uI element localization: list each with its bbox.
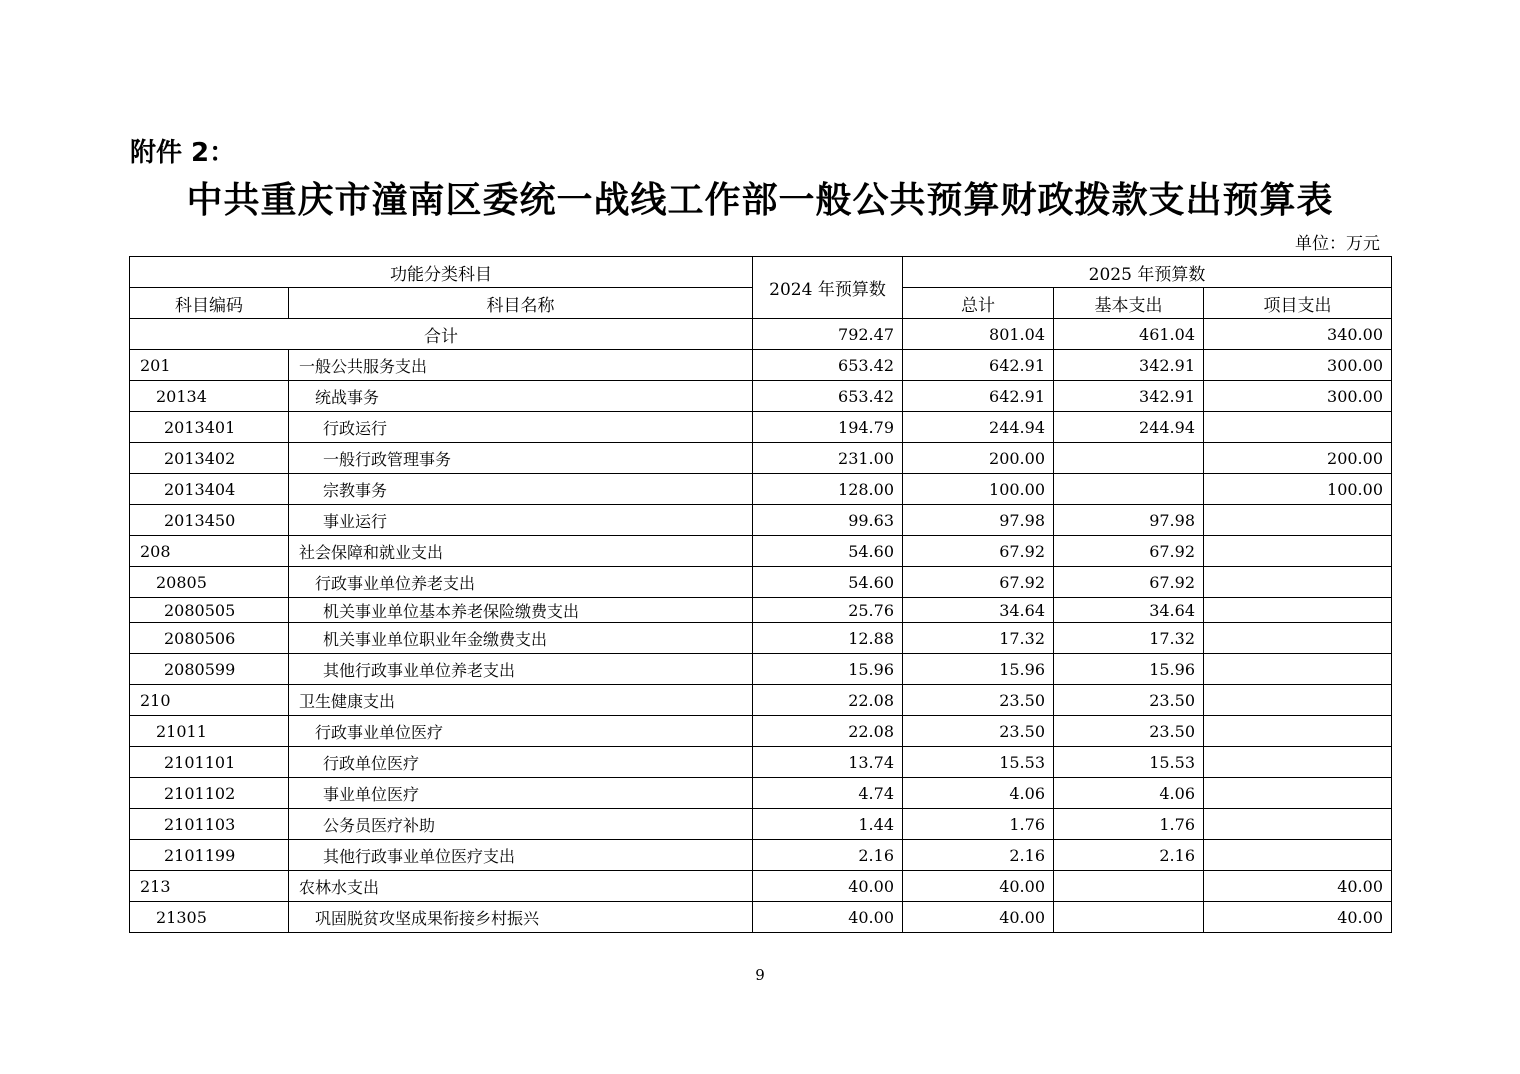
row-budget-2024: 194.79 [753,412,903,443]
row-project [1204,412,1392,443]
row-project: 200.00 [1204,443,1392,474]
row-code: 2080599 [130,654,289,685]
table-row [130,443,1392,474]
row-code: 2013401 [130,412,289,443]
page-number: 9 [755,966,765,984]
header-budget-2025: 2025 年预算数 [903,257,1392,288]
row-budget-2024: 40.00 [753,871,903,902]
row-basic: 1.76 [1054,809,1204,840]
row-basic: 342.91 [1054,381,1204,412]
total-label: 合计 [130,319,753,350]
row-code: 2101199 [130,840,289,871]
row-code: 2013450 [130,505,289,536]
table-row [130,840,1392,871]
row-budget-2024: 653.42 [753,381,903,412]
row-basic: 34.64 [1054,598,1204,623]
row-total: 642.91 [903,381,1054,412]
table-row [130,623,1392,654]
row-project [1204,685,1392,716]
row-total: 67.92 [903,536,1054,567]
unit-label: 单位：万元 [1295,234,1380,254]
row-name: 机关事业单位职业年金缴费支出 [289,623,753,654]
row-code: 2101103 [130,809,289,840]
page-title: 中共重庆市潼南区委统一战线工作部一般公共预算财政拨款支出预算表 [186,179,1334,221]
row-code: 201 [130,350,289,381]
row-total: 4.06 [903,778,1054,809]
total-b2024: 792.47 [753,319,903,350]
row-project [1204,809,1392,840]
row-basic [1054,902,1204,933]
table-row [130,716,1392,747]
row-basic: 244.94 [1054,412,1204,443]
table-row [130,902,1392,933]
row-total: 2.16 [903,840,1054,871]
header-code: 科目编码 [130,288,289,319]
row-total: 15.96 [903,654,1054,685]
row-basic: 23.50 [1054,685,1204,716]
row-budget-2024: 99.63 [753,505,903,536]
row-total: 200.00 [903,443,1054,474]
row-total: 17.32 [903,623,1054,654]
row-name: 行政事业单位医疗 [289,716,753,747]
row-total: 23.50 [903,716,1054,747]
row-name: 行政运行 [289,412,753,443]
row-name: 一般公共服务支出 [289,350,753,381]
header-budget-2024: 2024 年预算数 [753,257,903,319]
row-name: 宗教事务 [289,474,753,505]
row-total: 1.76 [903,809,1054,840]
row-code: 208 [130,536,289,567]
row-budget-2024: 22.08 [753,716,903,747]
row-name: 卫生健康支出 [289,685,753,716]
row-budget-2024: 231.00 [753,443,903,474]
row-project: 300.00 [1204,381,1392,412]
row-budget-2024: 22.08 [753,685,903,716]
header-name: 科目名称 [289,288,753,319]
row-basic: 4.06 [1054,778,1204,809]
table-row [130,747,1392,778]
row-project [1204,567,1392,598]
row-project [1204,716,1392,747]
table-row [130,381,1392,412]
attachment-label: 附件 2： [130,138,236,168]
row-basic: 2.16 [1054,840,1204,871]
row-name: 其他行政事业单位医疗支出 [289,840,753,871]
row-name: 事业运行 [289,505,753,536]
row-basic: 15.53 [1054,747,1204,778]
row-budget-2024: 128.00 [753,474,903,505]
row-name: 行政事业单位养老支出 [289,567,753,598]
row-project: 100.00 [1204,474,1392,505]
table-row [130,598,1392,623]
row-name: 农林水支出 [289,871,753,902]
row-code: 210 [130,685,289,716]
row-name: 机关事业单位基本养老保险缴费支出 [289,598,753,623]
row-budget-2024: 1.44 [753,809,903,840]
row-code: 213 [130,871,289,902]
row-basic: 97.98 [1054,505,1204,536]
row-project: 300.00 [1204,350,1392,381]
row-name: 社会保障和就业支出 [289,536,753,567]
total-total: 801.04 [903,319,1054,350]
row-budget-2024: 15.96 [753,654,903,685]
table-row [130,567,1392,598]
row-basic [1054,474,1204,505]
header-func-class: 功能分类科目 [130,257,753,288]
row-name: 巩固脱贫攻坚成果衔接乡村振兴 [289,902,753,933]
row-code: 2080506 [130,623,289,654]
row-project: 40.00 [1204,902,1392,933]
row-name: 统战事务 [289,381,753,412]
row-project [1204,747,1392,778]
table-row [130,412,1392,443]
row-code: 21011 [130,716,289,747]
row-code: 20805 [130,567,289,598]
row-code: 2080505 [130,598,289,623]
row-basic [1054,871,1204,902]
header-row-1 [130,257,1392,288]
row-basic: 67.92 [1054,567,1204,598]
table-row [130,536,1392,567]
row-name: 行政单位医疗 [289,747,753,778]
row-code: 2101101 [130,747,289,778]
row-budget-2024: 12.88 [753,623,903,654]
table-row [130,474,1392,505]
row-total: 100.00 [903,474,1054,505]
total-basic: 461.04 [1054,319,1204,350]
row-basic [1054,443,1204,474]
row-basic: 15.96 [1054,654,1204,685]
row-code: 2101102 [130,778,289,809]
row-budget-2024: 4.74 [753,778,903,809]
row-total: 15.53 [903,747,1054,778]
row-basic: 67.92 [1054,536,1204,567]
row-project [1204,536,1392,567]
row-basic: 23.50 [1054,716,1204,747]
row-basic: 342.91 [1054,350,1204,381]
row-budget-2024: 40.00 [753,902,903,933]
row-total: 67.92 [903,567,1054,598]
row-total: 23.50 [903,685,1054,716]
row-name: 一般行政管理事务 [289,443,753,474]
row-budget-2024: 13.74 [753,747,903,778]
header-project: 项目支出 [1204,288,1392,319]
row-code: 20134 [130,381,289,412]
row-project: 40.00 [1204,871,1392,902]
table-row [130,809,1392,840]
row-name: 事业单位医疗 [289,778,753,809]
row-budget-2024: 25.76 [753,598,903,623]
row-budget-2024: 2.16 [753,840,903,871]
header-basic: 基本支出 [1054,288,1204,319]
table-row [130,350,1392,381]
row-budget-2024: 54.60 [753,536,903,567]
table-row [130,654,1392,685]
table-row [130,778,1392,809]
table-row [130,505,1392,536]
row-code: 21305 [130,902,289,933]
row-total: 97.98 [903,505,1054,536]
row-basic: 17.32 [1054,623,1204,654]
header-total: 总计 [903,288,1054,319]
row-name: 其他行政事业单位养老支出 [289,654,753,685]
row-budget-2024: 653.42 [753,350,903,381]
row-project [1204,840,1392,871]
row-name: 公务员医疗补助 [289,809,753,840]
row-project [1204,505,1392,536]
row-total: 34.64 [903,598,1054,623]
row-project [1204,598,1392,623]
row-total: 40.00 [903,871,1054,902]
total-project: 340.00 [1204,319,1392,350]
table-row [130,871,1392,902]
row-budget-2024: 54.60 [753,567,903,598]
row-code: 2013404 [130,474,289,505]
row-project [1204,778,1392,809]
row-project [1204,654,1392,685]
table-row [130,685,1392,716]
row-total: 244.94 [903,412,1054,443]
budget-table [129,256,1392,933]
row-code: 2013402 [130,443,289,474]
total-row [130,319,1392,350]
row-project [1204,623,1392,654]
row-total: 642.91 [903,350,1054,381]
row-total: 40.00 [903,902,1054,933]
